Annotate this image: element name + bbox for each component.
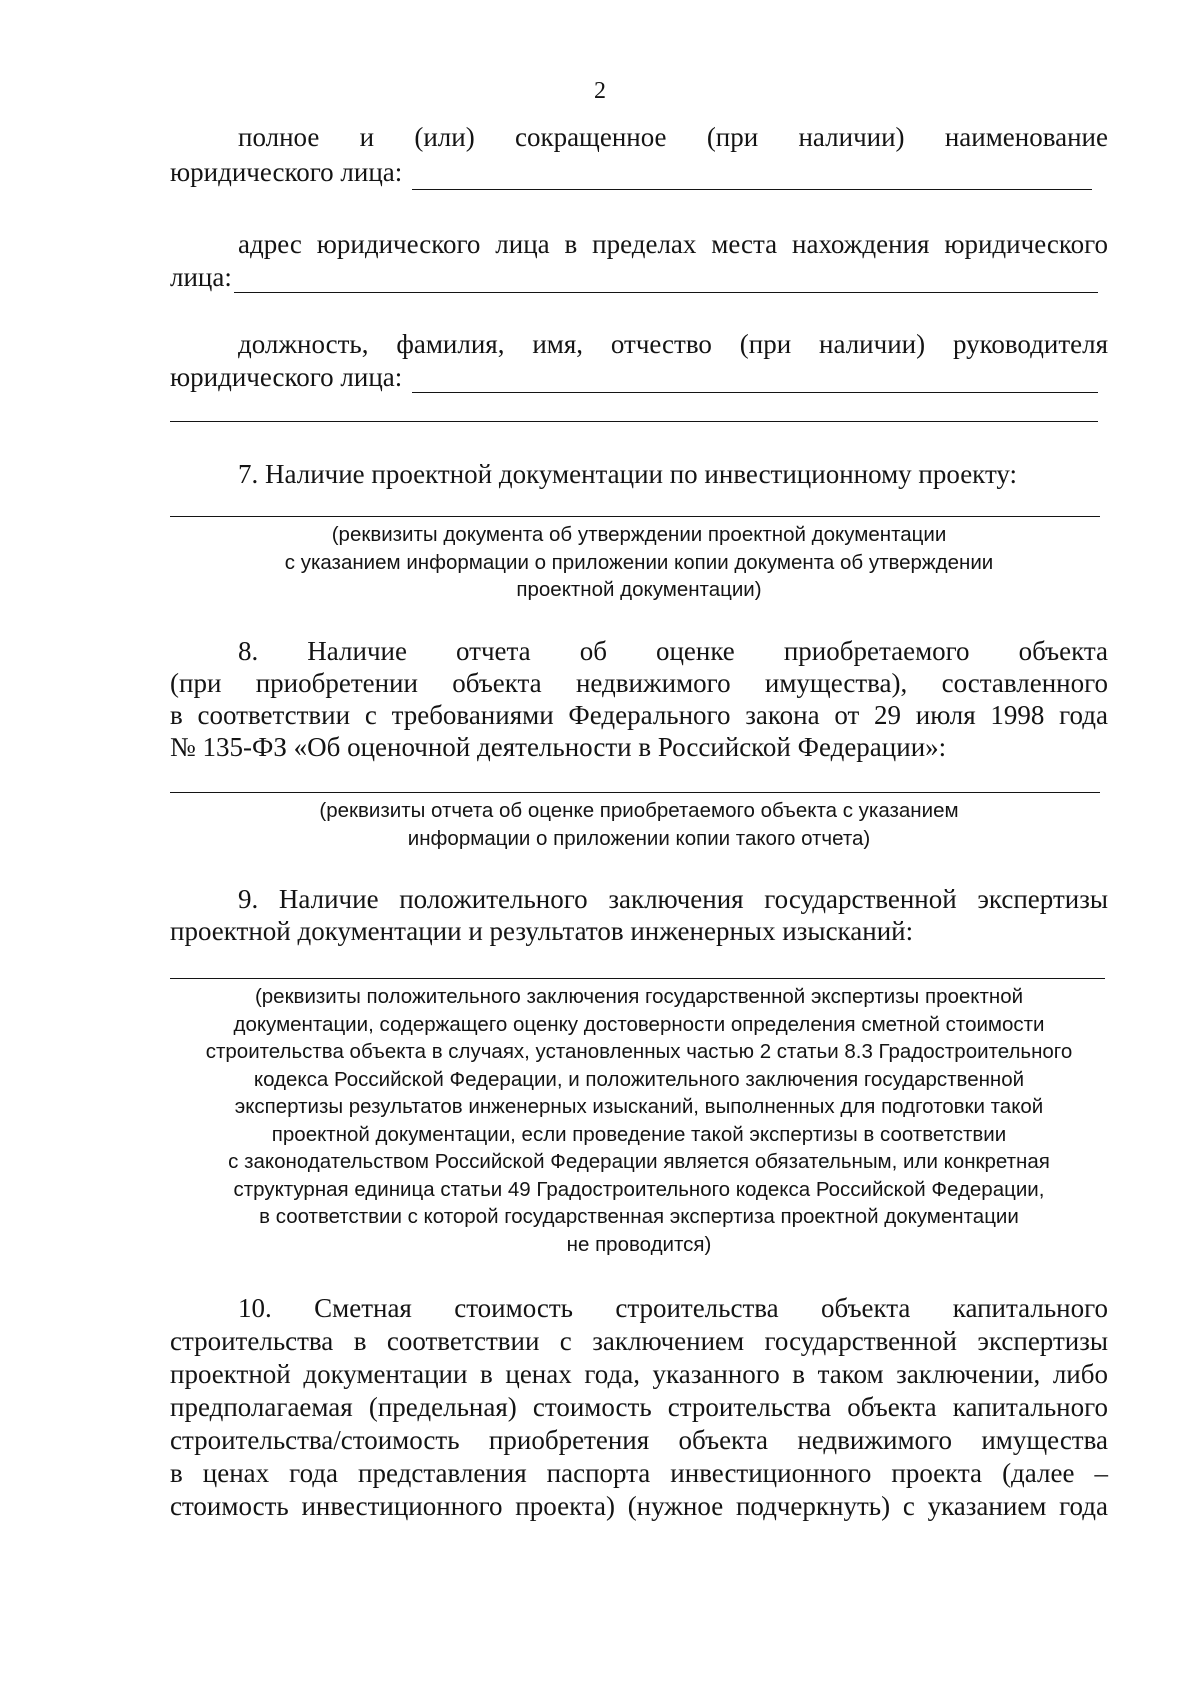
section-10-line: 10. Сметная стоимость строительства объекта капитального bbox=[238, 1293, 1108, 1323]
legal-address-label-line1: адрес юридического лица в пределах места нахождения юридического bbox=[238, 229, 1108, 259]
section-7-caption-line: проектной документации) bbox=[516, 578, 762, 601]
section-10-line: проектной документации в ценах года, указанного в таком заключении, либо bbox=[170, 1359, 1108, 1389]
section-8-input-line[interactable] bbox=[170, 792, 1100, 793]
head-label-line1: должность, фамилия, имя, отчество (при наличии) руководителя bbox=[238, 329, 1108, 359]
section-9-caption-line: экспертизы результатов инженерных изысканий, выполненных для подготовки такой bbox=[234, 1095, 1044, 1118]
section-10-line: строительства/стоимость приобретения объекта недвижимого имущества bbox=[170, 1425, 1108, 1455]
section-7-heading: 7. Наличие проектной документации по инвестиционному проекту: bbox=[238, 459, 1018, 489]
section-7-caption-line: (реквизиты документа об утверждении проектной документации bbox=[331, 523, 947, 546]
section-7-caption bbox=[170, 521, 1108, 604]
section-7-caption-line: с указанием информации о приложении копии документа об утверждении bbox=[284, 550, 994, 574]
section-9-caption-line: проектной документации, если проведение такой экспертизы в соответствии bbox=[271, 1122, 1007, 1146]
section-8-caption bbox=[170, 797, 1108, 852]
section-9-line: 9. Наличие положительного заключения государственной экспертизы bbox=[238, 884, 1108, 914]
legal-name-label: юридического лица: bbox=[170, 157, 403, 187]
head-label-line2 bbox=[170, 361, 1108, 393]
section-9-caption-line: структурная единица статьи 49 Градостроительного кодекса Российской Федерации, bbox=[233, 1177, 1045, 1201]
section-9-caption-line: (реквизиты положительного заключения государственной экспертизы проектной bbox=[254, 985, 1024, 1008]
page-number: 2 bbox=[594, 78, 606, 104]
legal-name-input-line[interactable] bbox=[412, 189, 1092, 190]
section-8-caption-line: информации о приложении копии такого отчета) bbox=[407, 826, 871, 850]
section-9-caption-line: документации, содержащего оценку достоверности определения сметной стоимости bbox=[233, 1012, 1045, 1036]
section-8-line: № 135-ФЗ «Об оценочной деятельности в Российской Федерации»: bbox=[170, 732, 947, 762]
section-10-line: в ценах года представления паспорта инвестиционного проекта (далее – bbox=[170, 1458, 1108, 1488]
head-input-line-2[interactable] bbox=[170, 421, 1098, 422]
section-9-caption-line: с законодательством Российской Федерации является обязательным, или конкретная bbox=[228, 1150, 1050, 1173]
legal-address-input-line[interactable] bbox=[234, 292, 1098, 293]
section-7-input-line[interactable] bbox=[170, 516, 1100, 517]
section-8-caption-line: (реквизиты отчета об оценке приобретаемого объекта с указанием bbox=[319, 799, 959, 822]
legal-name-label-line1: полное и (или) сокращенное (при наличии) наименование bbox=[238, 122, 1108, 152]
section-10-line: строительства в соответствии с заключением государственной экспертизы bbox=[170, 1326, 1108, 1356]
section-8-line: 8. Наличие отчета об оценке приобретаемого объекта bbox=[238, 636, 1108, 666]
section-9-caption-line: кодекса Российской Федерации, и положительного заключения государственной bbox=[253, 1067, 1025, 1091]
head-label: юридического лица: bbox=[170, 362, 403, 392]
section-10-line: стоимость инвестиционного проекта) (нужное подчеркнуть) с указанием года bbox=[170, 1491, 1108, 1521]
section-8-line: (при приобретении объекта недвижимого имущества), составленного bbox=[170, 668, 1108, 698]
head-input-line[interactable] bbox=[412, 392, 1098, 393]
section-9-line: проектной документации и результатов инженерных изысканий: bbox=[170, 916, 914, 946]
section-9-caption-line: строительства объекта в случаях, установленных частью 2 статьи 8.3 Градостроительного bbox=[205, 1040, 1073, 1063]
legal-address-label: лица: bbox=[170, 262, 232, 292]
legal-name-label-line2 bbox=[170, 156, 1108, 188]
section-9-caption-line: в соответствии с которой государственная экспертиза проектной документации bbox=[259, 1205, 1019, 1228]
legal-address-label-line2 bbox=[170, 261, 1108, 293]
section-9-caption bbox=[170, 983, 1108, 1258]
section-10-line: предполагаемая (предельная) стоимость строительства объекта капитального bbox=[170, 1392, 1108, 1422]
section-9-input-line[interactable] bbox=[170, 978, 1105, 979]
section-8-line: в соответствии с требованиями Федерального закона от 29 июля 1998 года bbox=[170, 700, 1108, 730]
section-9-caption-line: не проводится) bbox=[566, 1232, 712, 1256]
